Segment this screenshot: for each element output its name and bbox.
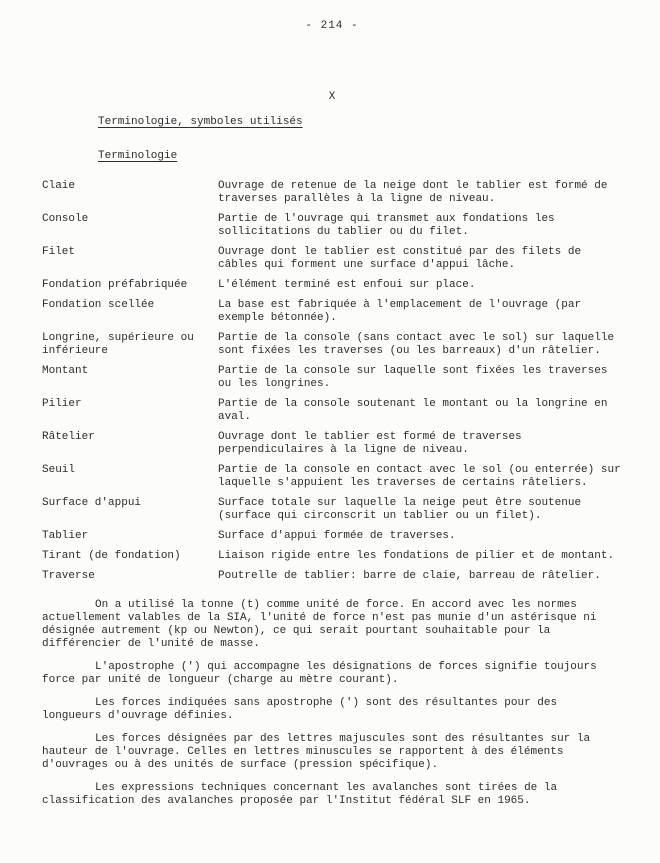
- term-row: [42, 530, 622, 543]
- term-row: [42, 550, 622, 563]
- term-definition: Partie de la console en contact avec le sol (ou enterrée) sur laquelle s'appuient les traverses de certains râteliers.: [218, 464, 621, 489]
- term-label: Console: [42, 213, 89, 225]
- terminology-list: [42, 180, 622, 583]
- term-row: [42, 398, 622, 424]
- term-definition: Ouvrage dont le tablier est formé de traverses perpendiculaires à la ligne de niveau.: [218, 431, 522, 456]
- term-label: Longrine, supérieure ou inférieure: [42, 332, 194, 357]
- term-label: Fondation scellée: [42, 299, 155, 311]
- term-label: Seuil: [42, 464, 76, 476]
- term-row: [42, 180, 622, 206]
- term-label: Fondation préfabriquée: [42, 279, 188, 291]
- body-paragraphs: [42, 599, 622, 808]
- term-definition: Partie de la console sur laquelle sont fixées les traverses ou les longrines.: [218, 365, 608, 390]
- paragraph: Les forces indiquées sans apostrophe (') sont des résultantes pour des longueurs d'ouvrage définies.: [42, 697, 558, 722]
- paragraph: On a utilisé la tonne (t) comme unité de force. En accord avec les normes actuellement valables de la SIA, l'unité de force n'est pas munie d'un astérisque ni désignée autrement (kp ou Newton), ce qui serait pourtant souhaitable pour la différencier de l'unité de masse.: [42, 599, 597, 650]
- page-title: Terminologie, symboles utilisés: [98, 116, 303, 128]
- term-definition: La base est fabriquée à l'emplacement de l'ouvrage (par exemple bétonnée).: [218, 299, 582, 324]
- term-row: [42, 570, 622, 583]
- section-mark: X: [328, 91, 336, 103]
- term-label: Râtelier: [42, 431, 95, 443]
- term-label: Traverse: [42, 570, 95, 582]
- paragraph: Les expressions techniques concernant les avalanches sont tirées de la classification des avalanches proposée par l'Institut fédéral SLF en 1965.: [42, 782, 558, 807]
- term-row: [42, 299, 622, 325]
- term-row: [42, 365, 622, 391]
- term-definition: L'élément terminé est enfoui sur place.: [218, 279, 476, 291]
- term-definition: Surface totale sur laquelle la neige peut être soutenue (surface qui circonscrit un tablier ou un filet).: [218, 497, 582, 522]
- section-title: Terminologie: [98, 150, 178, 162]
- term-label: Tablier: [42, 530, 89, 542]
- term-definition: Liaison rigide entre les fondations de pilier et de montant.: [218, 550, 615, 562]
- term-label: Pilier: [42, 398, 82, 410]
- paragraph: Les forces désignées par des lettres majuscules sont des résultantes sur la hauteur de l'ouvrage. Celles en lettres minuscules se rapportent à des éléments d'ouvrages ou à des unités de surface (pression spécifique).: [42, 733, 591, 771]
- term-label: Tirant (de fondation): [42, 550, 181, 562]
- term-definition: Partie de l'ouvrage qui transmet aux fondations les sollicitations du tablier ou du filet.: [218, 213, 555, 238]
- term-label: Montant: [42, 365, 89, 377]
- term-row: [42, 246, 622, 272]
- term-row: [42, 431, 622, 457]
- term-row: [42, 497, 622, 523]
- term-definition: Surface d'appui formée de traverses.: [218, 530, 456, 542]
- term-definition: Ouvrage dont le tablier est constitué par des filets de câbles qui forment une surface d'appui lâche.: [218, 246, 582, 271]
- term-definition: Poutrelle de tablier: barre de claie, barreau de râtelier.: [218, 570, 601, 582]
- term-definition: Ouvrage de retenue de la neige dont le tablier est formé de traverses parallèles à la ligne de niveau.: [218, 180, 608, 205]
- term-definition: Partie de la console soutenant le montant ou la longrine en aval.: [218, 398, 608, 423]
- term-row: [42, 213, 622, 239]
- term-row: [42, 279, 622, 292]
- term-label: Filet: [42, 246, 76, 258]
- page-number: - 214 -: [305, 20, 359, 32]
- term-label: Surface d'appui: [42, 497, 142, 509]
- paragraph: L'apostrophe (') qui accompagne les désignations de forces signifie toujours force par unité de longueur (charge au mètre courant).: [42, 661, 597, 686]
- term-row: [42, 332, 622, 358]
- term-row: [42, 464, 622, 490]
- term-definition: Partie de la console (sans contact avec le sol) sur laquelle sont fixées les traverses (ou les barreaux) d'un râtelier.: [218, 332, 615, 357]
- term-label: Claie: [42, 180, 76, 192]
